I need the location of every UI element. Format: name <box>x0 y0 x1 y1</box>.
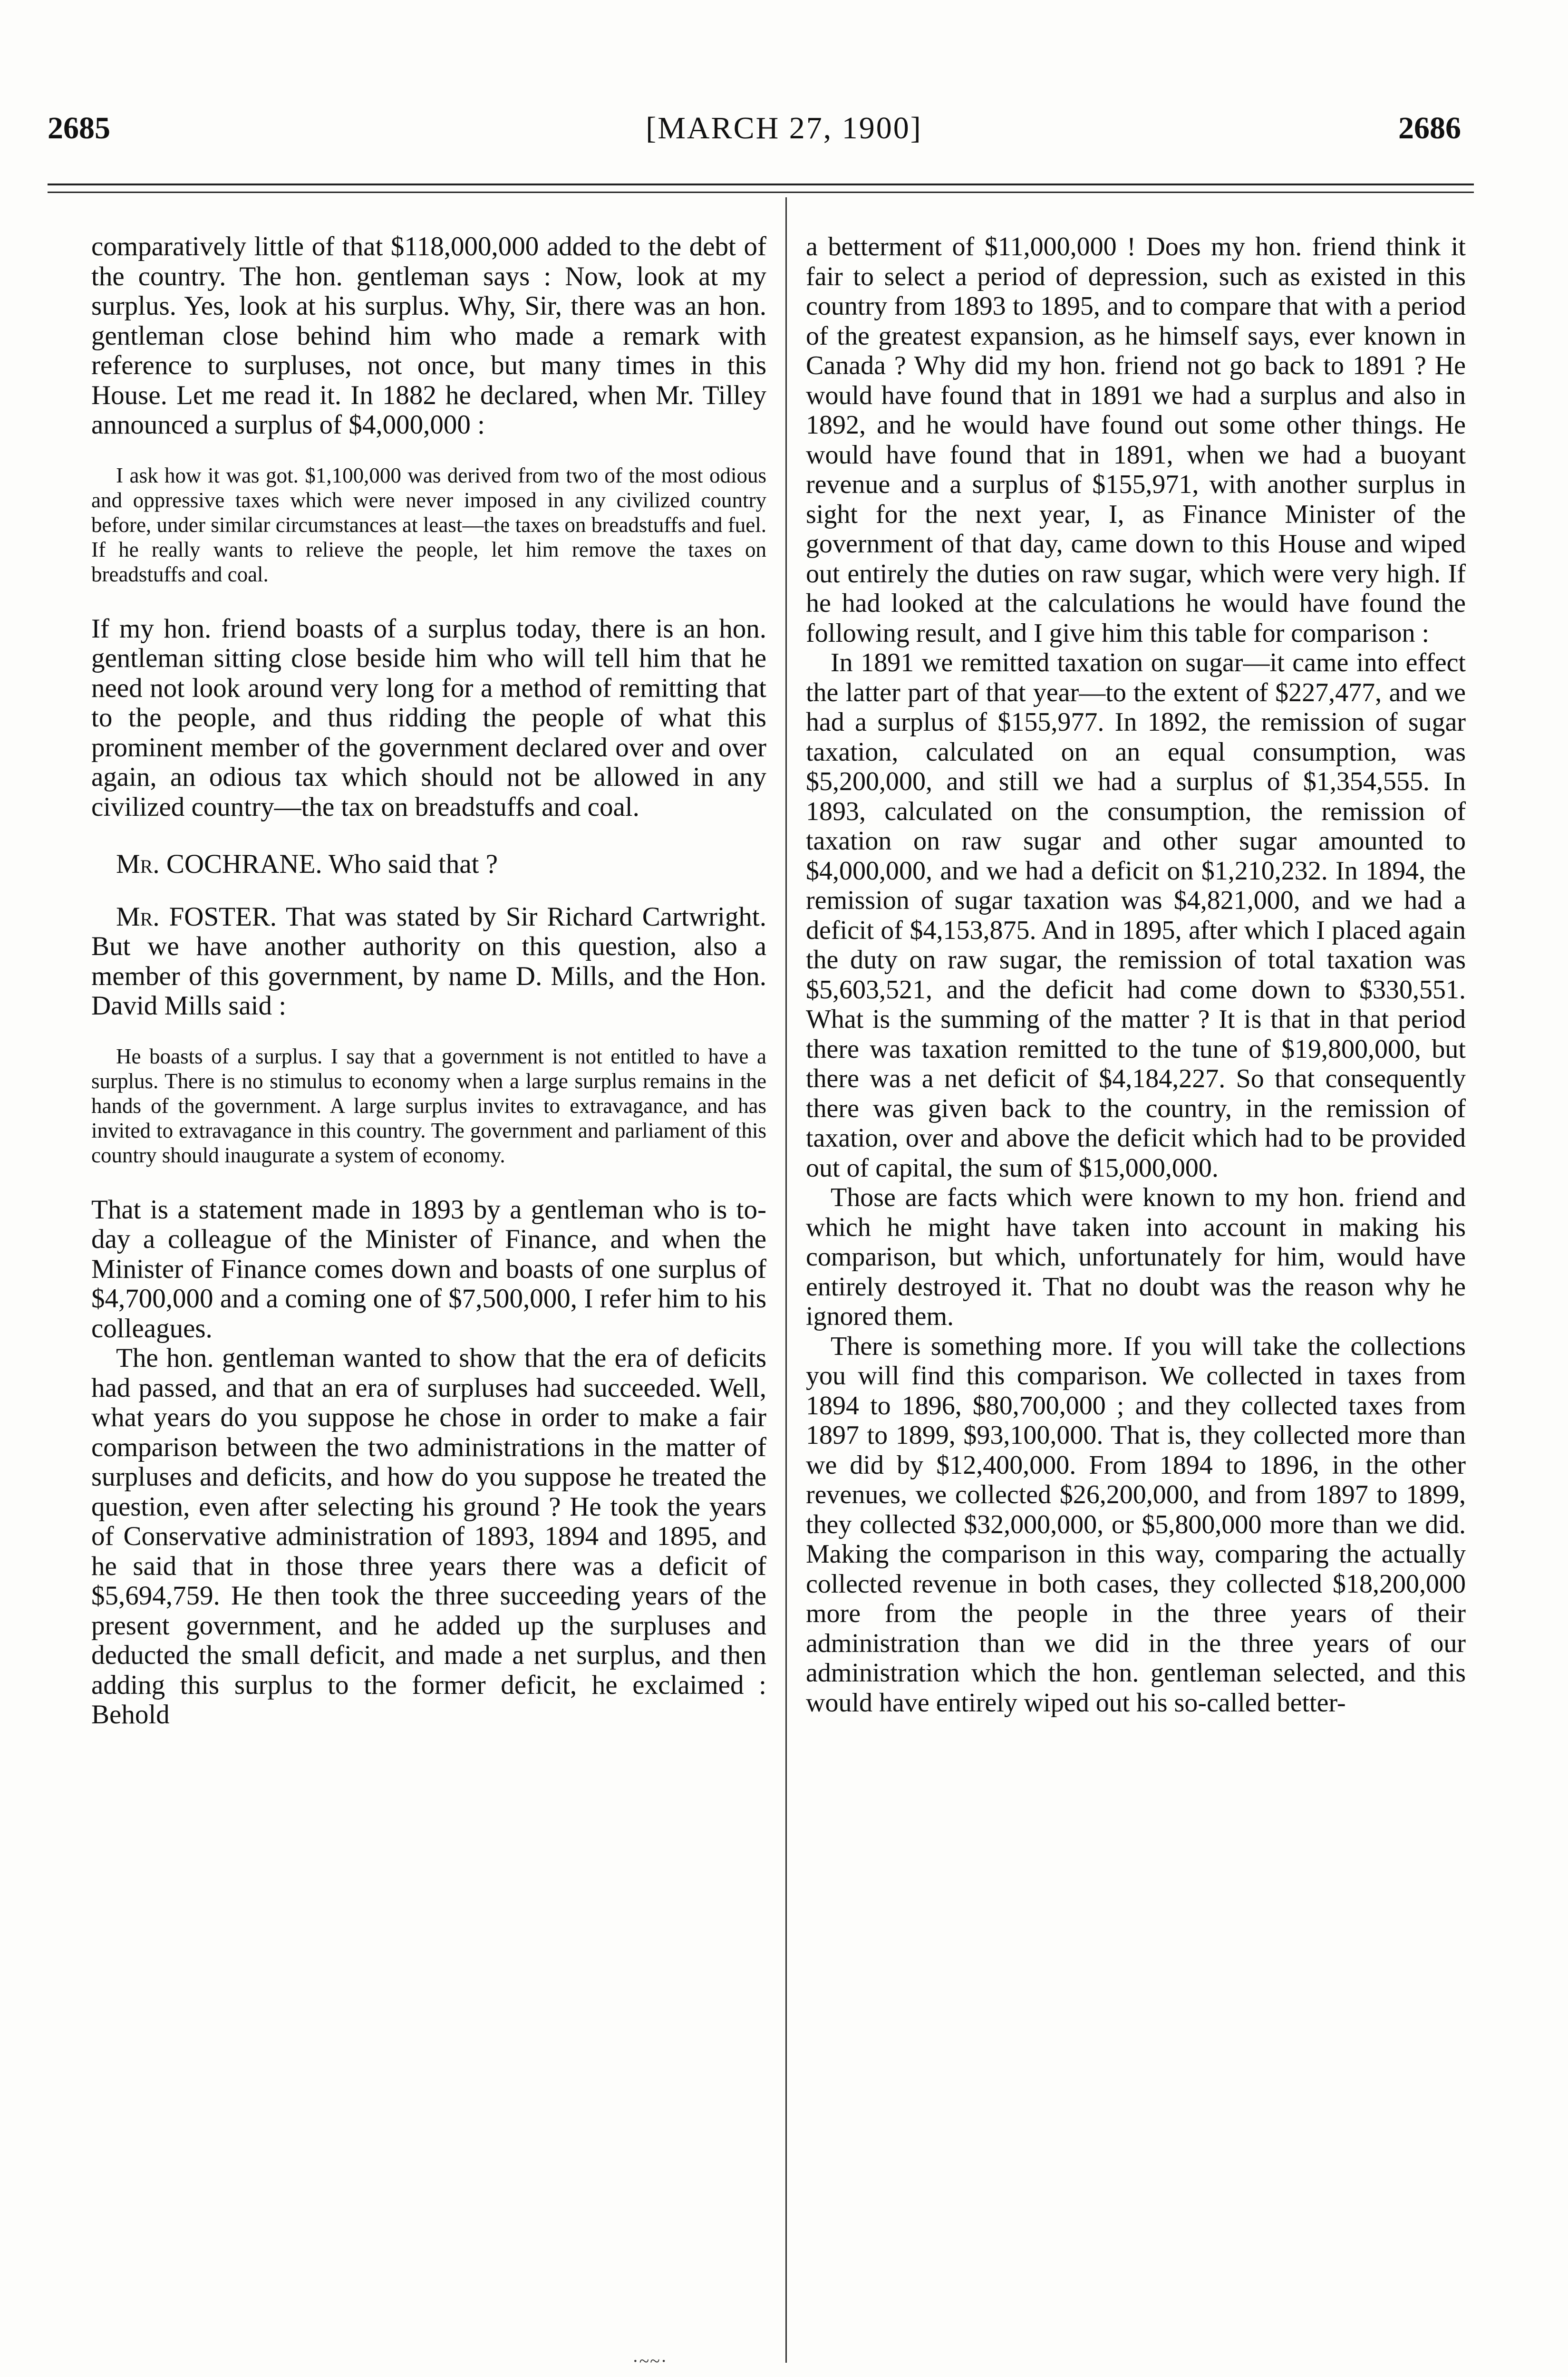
left-paragraph-3 <box>91 850 766 879</box>
left-column <box>91 232 766 1730</box>
page-date: [MARCH 27, 1900] <box>646 111 922 145</box>
left-paragraph-6: The hon. gentleman wanted to show that the era of deficits had passed, and that an era of surpluses had succeeded. Well, what years do you suppose he chose in order to make a fair comparison between the two administrations in the matter of surpluses and deficits, and how do you suppose he treated the question, even after selecting his ground ? He took the years of Conservative administration of 1893, 1894 and 1895, and he said that in those three years there was a deficit of $5,694,759. He then took the three succeeding years of the present government, and he added up the surpluses and deducted the small deficit, and made a net surplus, and then adding this surplus to the former deficit, he exclaimed : Behold <box>91 1343 766 1730</box>
left-quote-2: He boasts of a surplus. I say that a government is not entitled to have a surplus. There is no stimulus to economy when a large surplus remains in the hands of the government. A large surplus invites to extravagance, and has invited to extravagance in this country. The government and parliament of this country should inaugurate a system of economy. <box>91 1044 766 1167</box>
left-paragraph-1: comparatively little of that $118,000,000 added to the debt of the country. The hon. gentleman says : Now, look at my surplus. Yes, look at his surplus. Why, Sir, there was an hon. gentleman close behind him who made a remark with reference to surpluses, not once, but many times in this House. Let me read it. In 1882 he declared, when Mr. Tilley announced a surplus of $4,000,000 : <box>91 232 766 440</box>
right-paragraph-4: There is something more. If you will take the collections you will find this comparison. We collected in taxes from 1894 to 1896, $80,700,000 ; and they collected taxes from 1897 to 1899, $93,100,000. That is, they collected more than we did by $12,400,000. From 1894 to 1896, in the other revenues, we collected $26,200,000, and from 1897 to 1899, they collected $32,000,000, or $5,800,000 more than we did. Making the comparison in this way, comparing the actually collected revenue in both cases, they collected $18,200,000 more from the people in the three years of their administration than we did in the three years of our administration which the hon. gentleman selected, and this would have entirely wiped out his so-called better- <box>806 1331 1466 1718</box>
left-paragraph-2: If my hon. friend boasts of a surplus today, there is an hon. gentleman sitting close beside him who will tell him that he need not look around very long for a method of remitting that to the people, and thus ridding the people of what this prominent member of the government declared over and over again, an odious tax which should not be allowed in any civilized country—the tax on breadstuffs and coal. <box>91 613 766 822</box>
print-smudge: ·~~· <box>632 2351 668 2371</box>
left-paragraph-4 <box>91 902 766 1021</box>
page-number-left: 2685 <box>48 111 110 145</box>
left-quote-1: I ask how it was got. $1,100,000 was derived from two of the most odious and oppressive taxes which were never imposed in any civilized country before, under similar circumstances at least—the taxes on breadstuffs and fuel. If he really wants to relieve the people, let him remove the taxes on breadstuffs and coal. <box>91 463 766 586</box>
column-divider <box>785 197 787 2363</box>
header-rule-bottom <box>48 192 1474 193</box>
cochrane-remark: Who said that ? <box>328 849 498 879</box>
right-paragraph-3: Those are facts which were known to my hon. friend and which he might have taken into account in making his comparison, but which, unfortunately for him, would have entirely destroyed it. That no doubt was the reason why he ignored them. <box>806 1183 1466 1331</box>
left-paragraph-5: That is a statement made in 1893 by a gentleman who is to-day a colleague of the Minister of Finance, and when the Minister of Finance comes down and boasts of one surplus of $4,700,000 and a coming one of $7,500,000, I refer him to his colleagues. <box>91 1194 766 1343</box>
right-paragraph-2: In 1891 we remitted taxation on sugar—it came into effect the latter part of that year—to the extent of $227,477, and we had a surplus of $155,977. In 1892, the remission of sugar taxation, calculated on an equal consumption, was $5,200,000, and still we had a surplus of $1,354,555. In 1893, calculated on the consumption, the remission of taxation on raw sugar and other sugar amounted to $4,000,000, and we had a deficit on $1,210,232. In 1894, the remission of sugar taxation was $4,821,000, and we had a deficit of $4,153,875. And in 1895, after which I placed again the duty on raw sugar, the remission of total taxation was $5,603,521, and the deficit had come down to $330,551. What is the summing of the matter ? It is that in that period there was taxation remitted to the tune of $19,800,000, but there was a net deficit of $4,184,227. So that consequently there was given back to the country, in the remission of taxation, over and above the deficit which had to be provided out of capital, the sum of $15,000,000. <box>806 648 1466 1183</box>
page-header <box>0 110 1568 153</box>
right-column <box>806 232 1466 1718</box>
speaker-foster: Mr. FOSTER. <box>116 901 277 932</box>
header-rule-top <box>48 184 1474 185</box>
page-number-right: 2686 <box>1398 111 1461 145</box>
foster-remark: That was stated by Sir Richard Cartwright. But we have another authority on this question, also a member of this government, by name D. Mills, and the Hon. David Mills said : <box>91 901 766 1021</box>
right-paragraph-1: a betterment of $11,000,000 ! Does my hon. friend think it fair to select a period of depression, such as existed in this country from 1893 to 1895, and to compare that with a period of the greatest expansion, as he himself says, ever known in Canada ? Why did my hon. friend not go back to 1891 ? He would have found that in 1891 we had a surplus and also in 1892, and he would have found out some other things. He would have found that in 1891, when we had a buoyant revenue and a surplus of $155,971, with another surplus in sight for the next year, I, as Finance Minister of the government of that day, came down to this House and wiped out entirely the duties on raw sugar, which were very high. If he had looked at the calculations he would have found the following result, and I give him this table for comparison : <box>806 232 1466 648</box>
speaker-cochrane: Mr. COCHRANE. <box>116 849 322 879</box>
